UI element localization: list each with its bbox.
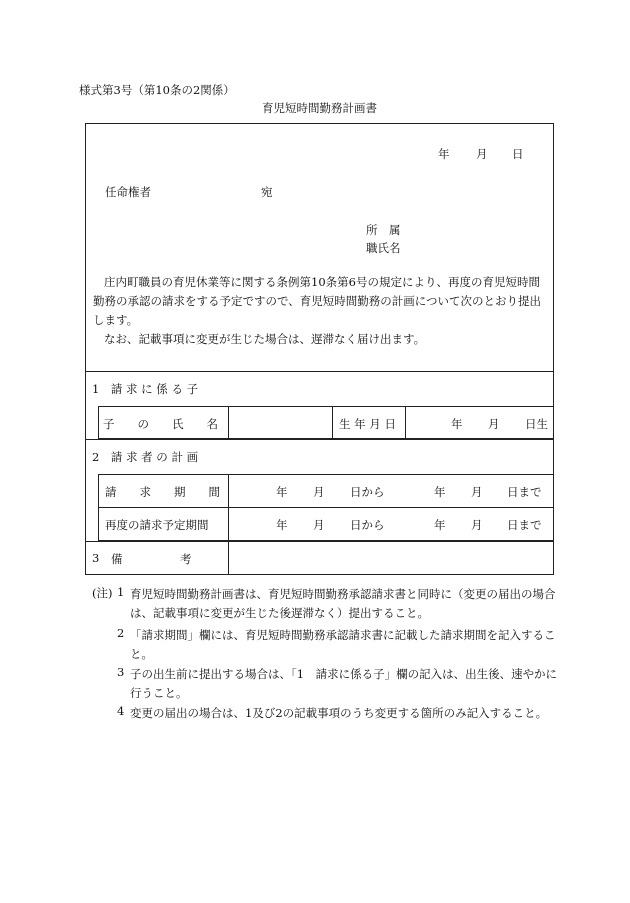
request-period-label: 請 求 期 間 <box>105 485 220 499</box>
section1-divider <box>85 371 554 372</box>
date-year-label: 年 <box>438 147 450 161</box>
note-2-number: 2 <box>117 626 125 640</box>
notice-paragraph: なお、記載事項に変更が生じた場合は、遅滞なく届け出ます。 <box>104 332 426 346</box>
note-1-number: 1 <box>117 585 125 599</box>
plan-table-row-sep <box>98 507 554 508</box>
applicant-name-label: 職氏名 <box>366 241 401 255</box>
child-name-label <box>103 416 223 432</box>
note-3-text: 子の出生前に提出する場合は、「1 請求に係る子」欄の記入は、出生後、速やかに行うこと。 <box>130 667 558 700</box>
child-table-sep-1 <box>228 406 229 439</box>
note-1-text: 育児短時間勤務計画書は、育児短時間勤務承認請求書と同時に（変更の届出の場合は、記載事項に変更が生じた後遅滞なく）提出すること。 <box>130 587 556 620</box>
note-2-text: 「請求期間」欄には、育児短時間勤務承認請求書に記載した請求期間を記入すること。 <box>130 628 556 661</box>
child-name-value[interactable] <box>232 416 328 432</box>
section2-heading: 2 請 求 者 の 計 画 <box>92 450 199 464</box>
request-to-day: 日まで <box>507 485 542 499</box>
section2-divider <box>85 439 554 440</box>
re-request-to-day: 日まで <box>507 518 542 532</box>
section3-col-sep <box>228 541 229 575</box>
notes-prefix: (注) <box>92 586 113 600</box>
section3-divider <box>85 541 554 542</box>
note-4-number: 4 <box>117 704 125 718</box>
re-request-from-month: 月 <box>313 518 325 532</box>
remarks-value[interactable] <box>232 547 548 569</box>
re-request-from-day: 日から <box>350 518 385 532</box>
re-request-period-label: 再度の請求予定期間 <box>105 518 209 532</box>
note-4-text: 変更の届出の場合は、1及び2の記載事項のうち変更する箇所のみ記入すること。 <box>130 706 548 720</box>
affiliation-label: 所 属 <box>366 223 401 237</box>
plan-table-col-sep <box>228 474 229 541</box>
request-from-month: 月 <box>313 485 325 499</box>
addressee-label: 任命権者 <box>105 185 151 199</box>
request-to-month: 月 <box>471 485 483 499</box>
note-3-number: 3 <box>117 665 125 679</box>
birth-day-label: 日生 <box>525 417 548 431</box>
child-name-label-text: 子 の 氏 名 <box>103 417 218 431</box>
date-month-label: 月 <box>476 147 488 161</box>
re-request-from-year: 年 <box>276 518 288 532</box>
section3-number: 3 <box>92 551 100 565</box>
birth-month-label: 月 <box>488 417 500 431</box>
date-day-label: 日 <box>512 147 524 161</box>
document-title: 育児短時間勤務計画書 <box>262 101 377 115</box>
re-request-to-year: 年 <box>434 518 446 532</box>
section1-heading: 1 請 求 に 係 る 子 <box>92 382 199 396</box>
request-to-year: 年 <box>434 485 446 499</box>
statement-paragraph: 庄内町職員の育児休業等に関する条例第10条第6号の規定により、再度の育児短時間勤務の承認の請求をする予定ですので、育児短時間勤務の計画について次のとおり提出します。 <box>93 275 542 327</box>
child-table-sep-2 <box>332 406 333 439</box>
remarks-label: 備 考 <box>111 552 192 566</box>
request-from-year: 年 <box>276 485 288 499</box>
form-number: 様式第3号（第10条の2関係） <box>79 83 235 97</box>
birth-year-label: 年 <box>451 417 463 431</box>
child-table-sep-3 <box>405 406 406 439</box>
addressee-suffix: 宛 <box>261 185 273 199</box>
re-request-to-month: 月 <box>471 518 483 532</box>
birthdate-label: 生 年 月 日 <box>339 417 396 431</box>
request-from-day: 日から <box>350 485 385 499</box>
